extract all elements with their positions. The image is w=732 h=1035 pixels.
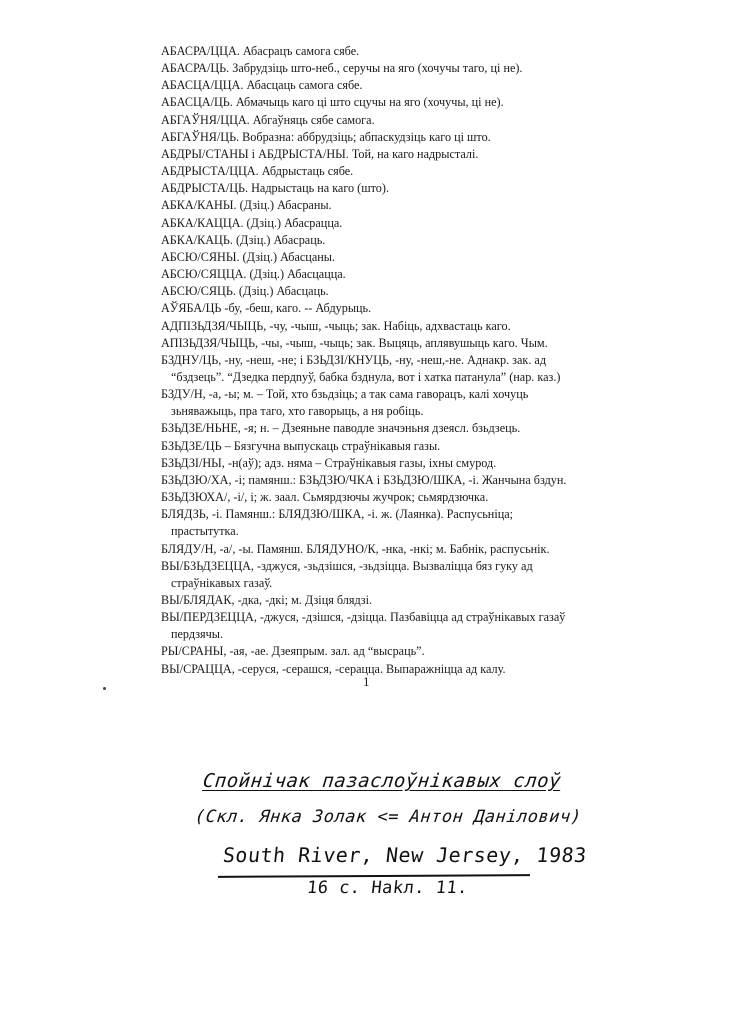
- dictionary-entry: АБАСЦА/ЦЬ. Абмачыць каго ці што сцучы на яго (хочучы, ці не).: [161, 95, 504, 110]
- dictionary-entry: АБДРЫСТА/ЦЬ. Надрыстаць на каго (што).: [161, 181, 389, 196]
- handwritten-place: South River, New Jersey, 1983: [221, 843, 588, 867]
- handwritten-names: (Скл. Янка Золак <= Антон Данілович): [193, 807, 583, 827]
- page-number: 1: [363, 674, 370, 689]
- dictionary-entry: БЛЯДЗЬ, -і. Памянш.: БЛЯДЗЮ/ШКА, -і. ж. (Лаянка). Распусьніца; прастытутка.: [161, 507, 514, 539]
- dictionary-entry: АДПІЗЬДЗЯ/ЧЫЦЬ, -чу, -чыш, -чыць; зак. Набіць, адхвастаць каго.: [161, 318, 511, 333]
- dictionary-entry: БЗЬДЗІ/НЫ, -н(аў); адз. няма – Страўнікавыя газы, іхны смурод.: [161, 455, 497, 470]
- dictionary-entry: БЗЬДЗЕ/ЦЬ – Бязгучна выпускаць страўнікавыя газы.: [161, 438, 441, 453]
- dictionary-entry: БЗДНУ/ЦЬ, -ну, -неш, -не; і БЗЬДЗІ/КНУЦЬ, -ну, -неш,-не. Аднакр. зак. ад “бздзець”. “Дзедка пердnуў, бабка бзднула, вот і хатка патанула” (нар. каз.): [161, 352, 561, 384]
- dictionary-entry: АБАСРА/ЦЦА. Абасрацъ самога сябе.: [161, 44, 360, 58]
- dictionary-entry: ВЫ/БЗЬДЗЕЦЦА, -зджуся, -зьдзішся, -зьдзіцца. Вызваліцца бяз гуку ад страўнікавых газаў.: [161, 558, 533, 590]
- dictionary-entry: АБСЮ/СЯНЫ. (Дзіц.) Абасцаны.: [161, 249, 335, 264]
- dictionary-entries: [161, 43, 581, 678]
- dictionary-entry: АБДРЫ/СТАНЫ і АБДРЫСТА/НЫ. Той, на каго надрысталі.: [161, 146, 479, 161]
- dictionary-entry: БЗДУ/Н, -а, -ы; м. – Той, хто бзьдзіць; а так сама гаворацъ, калі хочуць зьняважыць, пра таго, хто гаворыць, а ня робіць.: [161, 387, 529, 419]
- dictionary-entry: АБКА/КАЦЦА. (Дзіц.) Абасрацца.: [161, 215, 343, 230]
- dictionary-entry: АБКА/КАЦЬ. (Дзіц.) Абасраць.: [161, 232, 326, 247]
- dictionary-entry: ВЫ/ПЕРДЗЕЦЦА, -джуся, -дзішся, -дзіцца. Пазбавіцца ад страўнікавых газаў пердзячы.: [161, 610, 566, 642]
- dictionary-entry: АБАСЦА/ЦЦА. Абасцаць самога сябе.: [161, 78, 363, 93]
- dictionary-entry: АПІЗЬДЗЯ/ЧЫЦЬ, -чы, -чыш, -чыць; зак. Выцяць, аплявушыць каго. Чым.: [161, 335, 548, 350]
- dictionary-entry: АБГАЎНЯ/ЦЦА. Абгаўняць сябе самога.: [161, 112, 375, 127]
- dictionary-entry: БЛЯДУ/Н, -а/, -ы. Памянш. БЛЯДУНО/К, -нка, -нкі; м. Бабнік, распусьнік.: [161, 541, 550, 556]
- dictionary-entry: АБГАЎНЯ/ЦЬ. Вобразна: аббрудзіць; абпаскудзіць каго ці што.: [161, 129, 491, 144]
- dictionary-entry: РЫ/СРАНЫ, -ая, -ае. Дзеяпрым. зал. ад “высраць”.: [161, 644, 425, 659]
- dictionary-entry: АБСЮ/СЯЦЦА. (Дзіц.) Абасцацца.: [161, 267, 346, 282]
- stray-mark: [103, 687, 106, 690]
- dictionary-entry: АБАСРА/ЦЬ. Забрудзіць што-неб., серучы на яго (хочучы таго, ці не).: [161, 61, 523, 76]
- dictionary-entry: ВЫ/БЛЯДАК, -дка, -дкі; м. Дзіця блядзі.: [161, 593, 373, 607]
- dictionary-entry: БЗЬДЗЮ/ХА, -і; памянш.: БЗЬДЗЮ/ЧКА і БЗЬДЗЮ/ШКА, -і. Жанчына бздун.: [161, 472, 567, 487]
- dictionary-entry: БЗЬДЗЮХА/, -і/, і; ж. заал. Сьмярдзючы жучрок; сьмярдзючка.: [161, 490, 489, 505]
- dictionary-entry: АБСЮ/СЯЦЬ. (Дзіц.) Абасцаць.: [161, 284, 329, 299]
- dictionary-entry: ВЫ/СРАЦЦА, -серуся, -серашся, -серацца. Выпаражніцца ад калу.: [161, 661, 506, 676]
- dictionary-entry: АЎЯБА/ЦЬ -бу, -беш, каго. -- Абдурыць.: [161, 301, 372, 316]
- dictionary-entry: АБДРЫСТА/ЦЦА. Абдрыстаць сябе.: [161, 164, 354, 179]
- dictionary-entry: БЗЬДЗЕ/НЬНЕ, -я; н. – Дзеяньне паводле значэньня дзеясл. бзьдзець.: [161, 421, 521, 436]
- handwritten-pages: 16 с. Наkл. 11.: [305, 878, 470, 898]
- dictionary-entry: АБКА/КАНЫ. (Дзіц.) Абасраны.: [161, 198, 332, 213]
- handwritten-title: Спойнічак пазаслоўнікавых слоў: [201, 770, 563, 792]
